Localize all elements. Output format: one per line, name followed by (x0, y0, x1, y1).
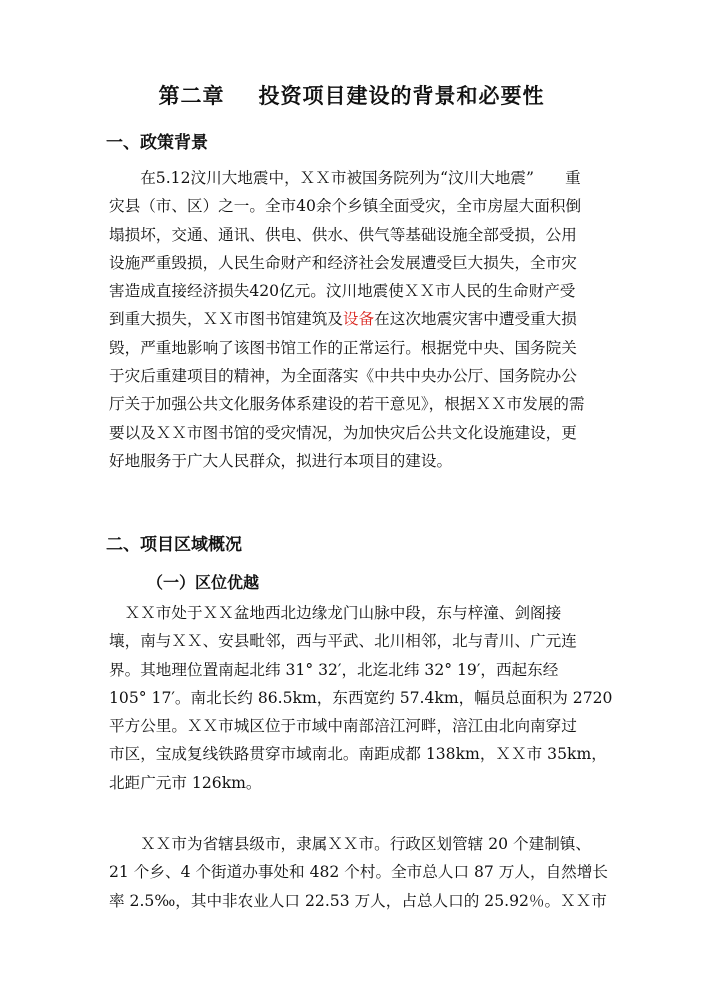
chapter-number: 第二章 (158, 83, 225, 108)
text-line: 于灾后重建项目的精神，为全面落实《中共中央办公厅、国务院办公 (109, 367, 577, 386)
highlighted-word: 设备 (342, 310, 375, 329)
paragraph-location (109, 599, 631, 797)
text-line: 105° 17′。南北长约 86.5km，东西宽约 57.4km，幅员总面积为 2720 (109, 688, 613, 707)
paragraph-administration (109, 830, 631, 915)
text-line: 北距广元市 126km。 (109, 773, 262, 792)
text-segment: 到重大损失，ＸＸ市图书馆建筑及 (109, 310, 343, 329)
text-line: ＸＸ市为省辖县级市，隶属ＸＸ市。行政区划管辖 20 个建制镇、 (109, 835, 591, 853)
chapter-title (0, 80, 703, 110)
text-line: 率 2.5‰，其中非农业人口 22.53 万人，占总人口的 25.92％。ＸＸ市 (109, 891, 607, 910)
chapter-name: 投资项目建设的背景和必要性 (258, 83, 545, 108)
text-line: 在5.12汶川大地震中，ＸＸ市被国务院列为“汶川大地震” 重 (109, 169, 581, 187)
text-line: ＸＸ市处于ＸＸ盆地西北边缘龙门山脉中段，东与梓潼、剑阁接 (109, 604, 562, 622)
subsection-heading-location: （一）区位优越 (147, 573, 260, 592)
text-line: 21 个乡、4 个街道办事处和 482 个村。全市总人口 87 万人，自然增长 (109, 863, 608, 882)
text-segment: 在这次地震灾害中遭受重大损 (374, 310, 577, 329)
text-line: 厅关于加强公共文化服务体系建设的若干意见》，根据ＸＸ市发展的需 (109, 395, 585, 414)
text-line-with-highlight (109, 305, 631, 333)
text-line: 灾县（市、区）之一。全市40余个乡镇全面受灾，全市房屋大面积倒 (109, 197, 582, 216)
text-line: 毁，严重地影响了该图书馆工作的正常运行。根据党中央、国务院关 (109, 338, 577, 357)
text-line: 害造成直接经济损失420亿元。汶川地震使ＸＸ市人民的生命财产受 (109, 282, 576, 301)
text-line: 界。其地理位置南起北纬 31° 32′，北迄北纬 32° 19′，西起东经 (109, 660, 559, 679)
text-line: 平方公里。ＸＸ市城区位于市域中南部涪江河畔，涪江由北向南穿过 (109, 717, 577, 736)
text-line: 塌损坏，交通、通讯、供电、供水、供气等基础设施全部受损，公用 (109, 225, 577, 244)
text-line: 壤，南与ＸＸ、安县毗邻，西与平武、北川相邻，北与青川、广元连 (109, 632, 577, 651)
section-heading-policy: 一、政策背景 (106, 133, 208, 153)
text-line: 市区，宝成复线铁路贯穿市域南北。南距成都 138km，ＸＸ市 35km， (109, 745, 607, 764)
paragraph-policy-background (109, 164, 631, 475)
text-line: 设施严重毁损，人民生命财产和经济社会发展遭受巨大损失，全市灾 (109, 253, 577, 272)
text-line: 要以及ＸＸ市图书馆的受灾情况，为加快灾后公共文化设施建设，更 (109, 423, 577, 442)
text-line: 好地服务于广大人民群众，拟进行本项目的建设。 (109, 451, 453, 470)
section-heading-region: 二、项目区域概况 (106, 535, 242, 555)
